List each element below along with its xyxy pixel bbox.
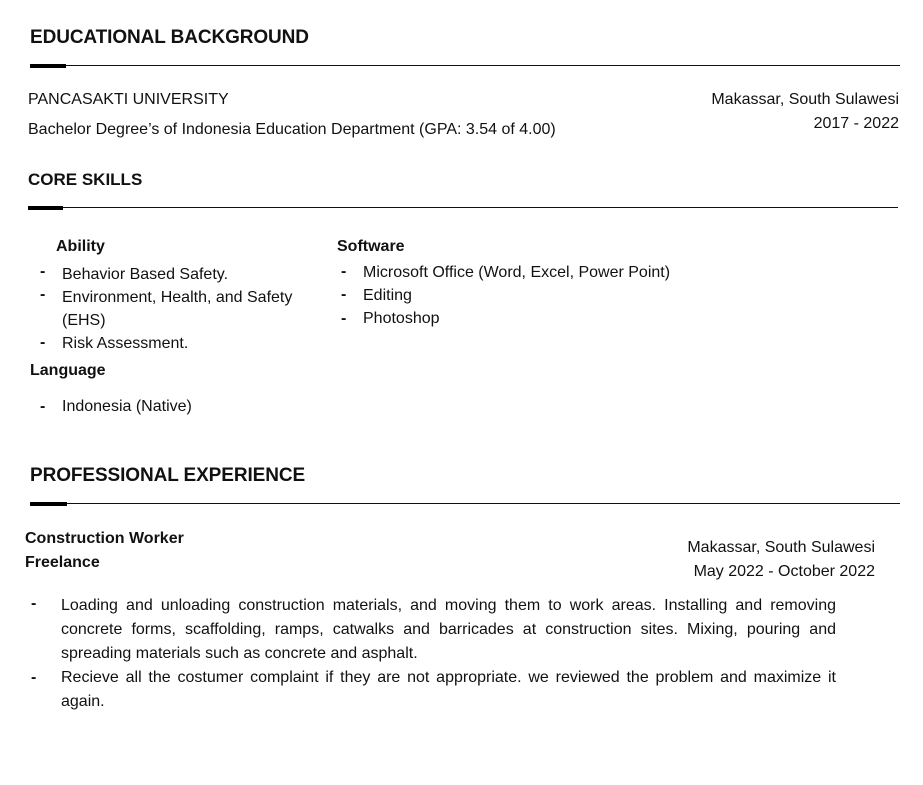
education-years: 2017 - 2022 <box>813 115 899 132</box>
job-dates: May 2022 - October 2022 <box>693 563 875 580</box>
education-location: Makassar, South Sulawesi <box>711 91 899 108</box>
ability-item: Behavior Based Safety. <box>62 266 229 283</box>
software-item: Editing <box>363 287 412 304</box>
education-divider-accent <box>30 64 66 68</box>
experience-divider-accent <box>30 502 67 506</box>
ability-item-continued: (EHS) <box>62 312 106 329</box>
experience-bullet-2: - <box>31 669 37 686</box>
language-bullet-1: - <box>40 398 46 415</box>
job-location: Makassar, South Sulawesi <box>687 539 875 556</box>
degree-text: Bachelor Degree’s of Indonesia Education Department (GPA: 3.54 of 4.00) <box>28 121 556 138</box>
software-bullet-3: - <box>341 310 347 327</box>
experience-heading: PROFESSIONAL EXPERIENCE <box>30 465 306 486</box>
ability-bullet-2: - <box>40 286 46 303</box>
software-bullet-2: - <box>341 286 347 303</box>
language-item: Indonesia (Native) <box>62 398 192 415</box>
job-title: Construction Worker <box>25 530 184 547</box>
ability-item: Risk Assessment. <box>62 335 189 352</box>
skills-heading: CORE SKILLS <box>28 170 143 189</box>
experience-bullet-text: Loading and unloading construction materials, and moving them to work areas. Installing and removing concrete forms, scaffolding, ramps, catwalks and barricades at construction sites. Mixing, pouring and spreading materials such as concrete and asphalt. <box>61 597 836 662</box>
software-item: Microsoft Office (Word, Excel, Power Point) <box>363 264 671 281</box>
school-name: PANCASAKTI UNIVERSITY <box>28 91 229 108</box>
ability-bullet-3: - <box>40 334 46 351</box>
ability-title: Ability <box>56 238 105 255</box>
software-bullet-1: - <box>341 263 347 280</box>
software-item: Photoshop <box>363 310 440 327</box>
skills-divider-accent <box>28 206 63 210</box>
skills-divider <box>28 207 898 208</box>
job-employer: Freelance <box>25 554 100 571</box>
experience-bullet-text: Recieve all the costumer complaint if they are not appropriate. we reviewed the problem and maximize it again. <box>61 669 836 710</box>
software-title: Software <box>337 238 405 255</box>
education-divider <box>30 65 900 66</box>
education-heading: EDUCATIONAL BACKGROUND <box>30 27 309 48</box>
language-title: Language <box>30 362 106 379</box>
experience-bullet-1: - <box>31 595 37 612</box>
experience-divider <box>30 503 900 504</box>
ability-item: Environment, Health, and Safety <box>62 289 293 306</box>
ability-bullet-1: - <box>40 263 46 280</box>
